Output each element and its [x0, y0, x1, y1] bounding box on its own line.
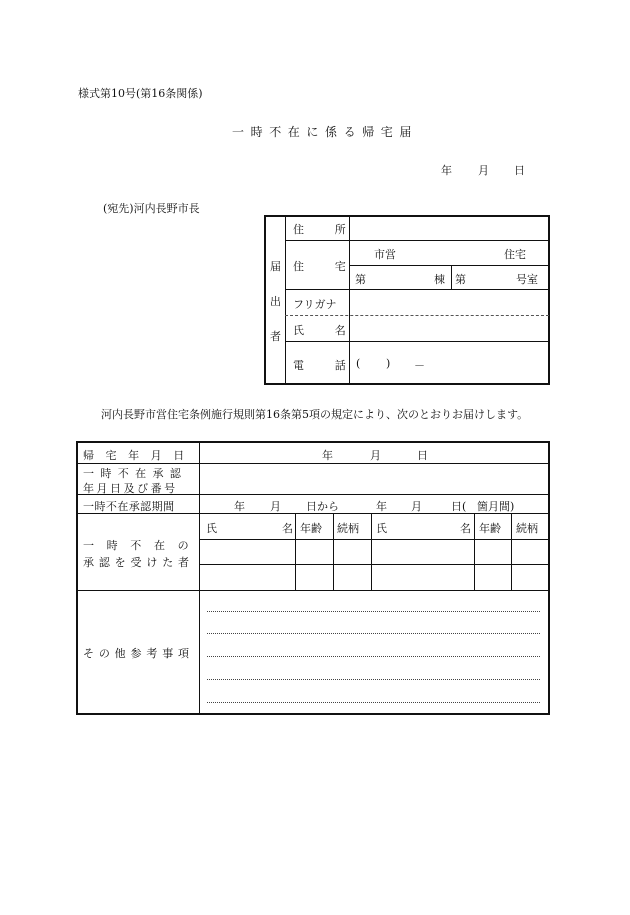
period-day-from: 日から [306, 500, 339, 513]
residence-shiei: 市営 [374, 248, 396, 261]
persons-label-1: 一時不在の [83, 539, 202, 552]
col-relation-right: 続柄 [516, 522, 538, 535]
approval-no-label-2: 年月日及び番号 [83, 482, 178, 495]
date-year: 年 [441, 164, 452, 177]
return-day: 日 [417, 449, 428, 462]
period-months: 箇月間) [477, 500, 515, 513]
col-name-a-right: 氏 [376, 522, 387, 535]
residence-jutaku: 住宅 [504, 248, 526, 261]
period-year-2: 年 [376, 500, 387, 513]
room-dai: 第 [455, 273, 466, 286]
page-title: 一時不在に係る帰宅届 [232, 125, 419, 139]
phone-field[interactable] [351, 343, 547, 382]
building-dai: 第 [355, 273, 366, 286]
period-year-1: 年 [234, 500, 245, 513]
applicant-side-label-1: 届 [270, 260, 281, 273]
other-label: その他参考事項 [83, 647, 194, 660]
period-month-2: 月 [411, 500, 422, 513]
return-year: 年 [322, 449, 333, 462]
statement: 河内長野市営住宅条例施行規則第16条第5項の規定により、次のとおりお届けします。 [101, 408, 529, 421]
col-age-left: 年齢 [300, 522, 322, 535]
address-field[interactable] [351, 217, 547, 239]
residence-label: 住 宅 [293, 260, 356, 273]
approval-no-label-1: 一時不在承認 [83, 467, 188, 480]
col-name-a-left: 氏 [206, 522, 217, 535]
phone-label: 電 話 [293, 359, 356, 372]
col-relation-left: 続柄 [337, 522, 359, 535]
return-date-label: 帰宅年月日 [83, 449, 196, 462]
phone-close-paren: ) [386, 357, 391, 370]
col-name-b-right: 名 [460, 522, 471, 535]
name-label: 氏 名 [293, 324, 356, 337]
form-number: 様式第10号(第16条関係) [78, 87, 203, 100]
col-age-right: 年齢 [479, 522, 501, 535]
applicant-side-label-2: 出 [270, 295, 281, 308]
applicant-side-label-3: 者 [270, 330, 281, 343]
addressee: (宛先)河内長野市長 [103, 202, 200, 215]
phone-dash: － [414, 359, 425, 372]
address-label: 住 所 [293, 223, 356, 236]
building-tou: 棟 [434, 273, 445, 286]
col-name-b-left: 名 [282, 522, 293, 535]
furigana-label: フリガナ [293, 298, 337, 311]
phone-open-paren: ( [356, 357, 361, 370]
other-field[interactable] [201, 592, 547, 712]
return-date-field[interactable] [201, 444, 547, 463]
period-label: 一時不在承認期間 [83, 500, 175, 513]
return-month: 月 [370, 449, 381, 462]
date-day: 日 [514, 164, 525, 177]
date-month: 月 [478, 164, 489, 177]
persons-label-2: 承認を受けた者 [83, 556, 194, 569]
name-field[interactable] [351, 317, 547, 340]
approval-no-field[interactable] [201, 465, 547, 493]
room-goshitsu: 号室 [516, 273, 538, 286]
period-month-1: 月 [270, 500, 281, 513]
furigana-field[interactable] [351, 291, 547, 314]
period-day-2: 日( [451, 500, 467, 513]
